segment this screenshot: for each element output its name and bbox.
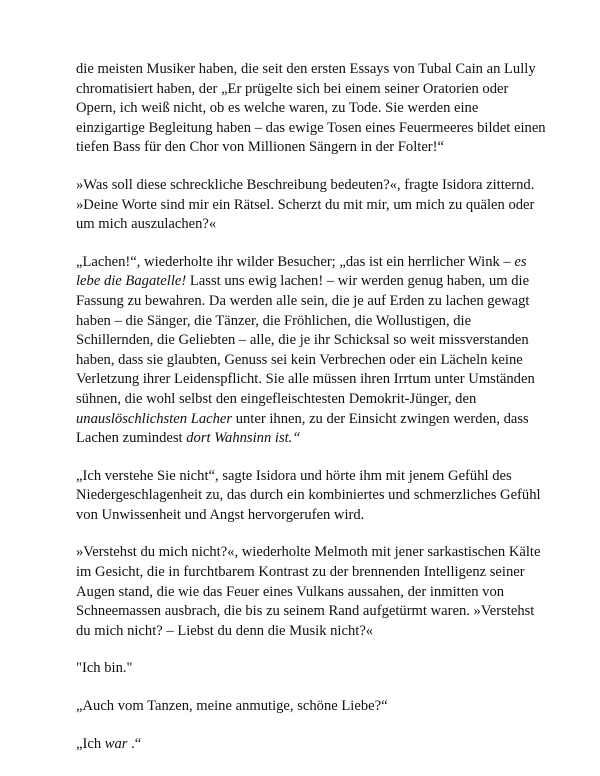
paragraph bbox=[76, 467, 550, 526]
text-run: „Ich verstehe Sie nicht“, sagte Isidora und hörte ihm mit jenem Gefühl des Niedergeschlagenheit zu, das durch ein kombiniertes und schmerzliches Gefühl von Unwissenheit und Angst hervorgerufen wird. bbox=[76, 467, 541, 523]
italic-text-run: unauslöschlichsten Lacher bbox=[76, 410, 233, 427]
text-run: »Verstehst du mich nicht?«, wiederholte Melmoth mit jener sarkastischen Kälte im Gesicht, die in furchtbarem Kontrast zu der brennenden Intelligenz seiner Augen stand, die wie das Feuer eines Vulkans aussahen, der inmitten von Schneemassen ausbrach, die bis zu seinem Rand aufgetürmt waren. »Verstehst du mich nicht? – Liebst du denn die Musik nicht?« bbox=[76, 544, 541, 639]
text-run: die meisten Musiker haben, die seit den ersten Essays von Tubal Cain an Lully chromatisiert haben, der „Er prügelte sich bei einem seiner Oratorien oder Opern, ich weiß nicht, ob es welche waren, zu Tode. Sie werden eine einzigartige Begleitung haben – das ewige Tosen eines Feuermeeres bildet einen tiefen Bass für den Chor von Millionen Sängern in der Folter!“ bbox=[76, 61, 546, 156]
text-run: „Ich bbox=[76, 735, 105, 752]
document-page bbox=[76, 60, 550, 772]
text-run: unter ihnen, zu der Einsicht zwingen werden, dass Lachen zumindest bbox=[76, 410, 529, 447]
paragraph bbox=[76, 697, 550, 717]
italic-text-run: dort Wahnsinn ist.“ bbox=[186, 430, 301, 447]
text-run: Lasst uns ewig lachen! – wir werden genug haben, um die Fassung zu bewahren. Da werden alle sein, die je auf Erden zu lachen gewagt haben – die Sänger, die Tänzer, die Fröhlichen, die Wollustigen, die Schillernden, die Geliebten – alle, die je ihr Schicksal so weit missverstanden haben, dass sie glaubten, Genuss sei kein Verbrechen oder ein Lächeln keine Verletzung ihrer Leidenspflicht. Sie alle müssen ihren Irrtum unter Umständen sühnen, die wohl selbst den eingefleischtesten Demokrit-Jünger, den bbox=[76, 273, 535, 407]
text-run: "Ich bin." bbox=[76, 660, 133, 677]
italic-text-run: es lebe die Bagatelle! bbox=[76, 253, 527, 290]
paragraph bbox=[76, 543, 550, 641]
text-run: .“ bbox=[127, 735, 142, 752]
text-run: „Auch vom Tanzen, meine anmutige, schöne Liebe?“ bbox=[76, 698, 388, 715]
paragraph bbox=[76, 659, 550, 679]
italic-text-run: war bbox=[104, 735, 128, 752]
text-run: »Was soll diese schreckliche Beschreibung bedeuten?«, fragte Isidora zitternd. »Deine Worte sind mir ein Rätsel. Scherzt du mit mir, um mich zu quälen oder um mich auszulachen?« bbox=[76, 176, 535, 233]
paragraph bbox=[76, 176, 550, 235]
paragraph bbox=[76, 253, 550, 449]
text-run: „Lachen!“, wiederholte ihr wilder Besucher; „das ist ein herrlicher Wink – bbox=[76, 253, 515, 270]
paragraph bbox=[76, 735, 550, 755]
paragraph bbox=[76, 60, 550, 158]
